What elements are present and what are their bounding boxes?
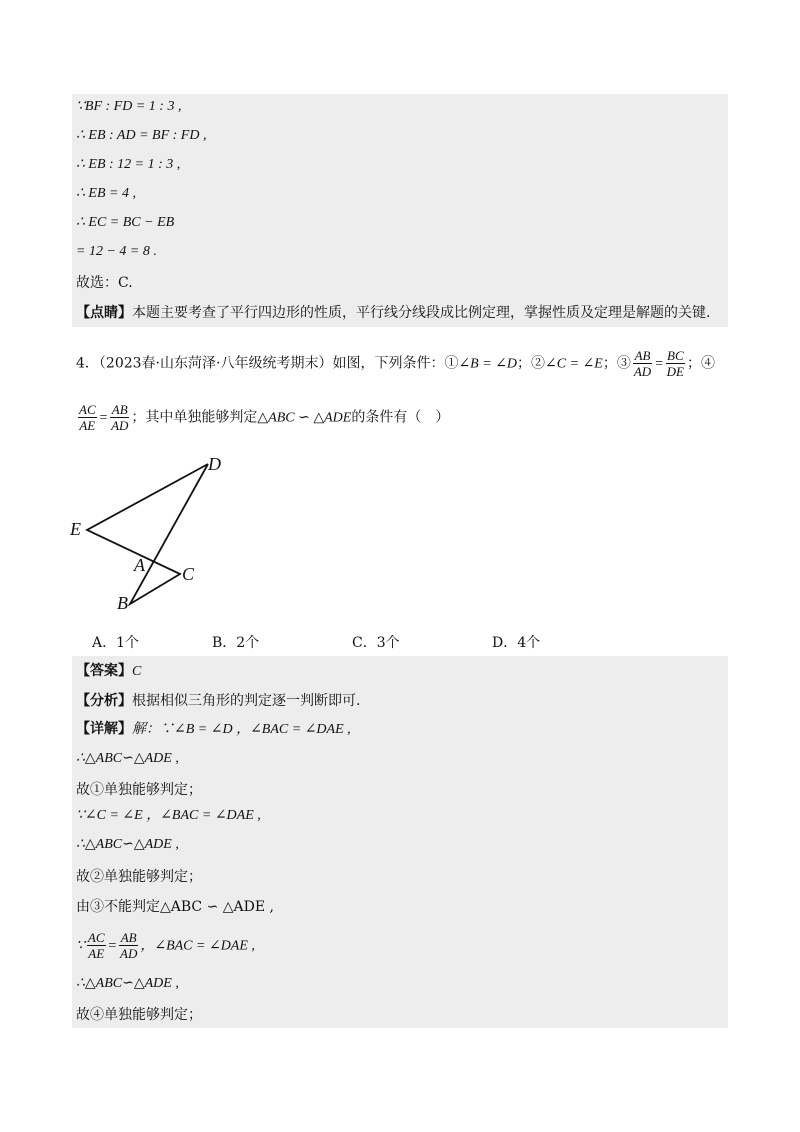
label-c: C (182, 564, 195, 584)
analysis-text: 根据相似三角形的判定逐一判断即可. (132, 693, 361, 709)
detail-line-8 (76, 930, 255, 961)
detail-tag: 【详解】 (76, 721, 132, 737)
solution-choice-line: 故选：C. (76, 275, 133, 291)
question-tail-2: 的条件有（ ） (351, 409, 450, 426)
detail-fraction-right: $\frac{AB}{AD}$ (120, 930, 138, 961)
note-line (76, 302, 710, 324)
solution-line-4: ∴ EB = 4 , (76, 186, 136, 201)
option-a: A．1个 (92, 635, 140, 651)
separator-1: ；② (517, 355, 546, 372)
question-source: （2023春·山东菏泽·八年级统考期末） (98, 355, 333, 372)
question-line-2 (76, 402, 449, 433)
solution-line-5: ∴ EC = BC − EB (76, 215, 175, 230)
detail-equals: = (107, 938, 117, 954)
note-tag: 【点睛】 (76, 305, 132, 321)
separator-3: ；④ (686, 355, 715, 372)
separator-2: ；③ (602, 355, 631, 372)
detail-line-10: 故④单独能够判定； (76, 1007, 202, 1023)
question-tail-1: ；其中单独能够判定 (131, 409, 258, 426)
label-d: D (208, 454, 221, 474)
detail-line-4: ∵∠C = ∠E ，∠BAC = ∠DAE , (76, 808, 261, 823)
condition-3-fraction-right: $\frac{BC}{DE}$ (666, 348, 684, 379)
solution-line-3: ∴ EB : 12 = 1 : 3 , (76, 157, 181, 172)
detail-line-1 (76, 718, 351, 741)
answer-line (76, 660, 141, 683)
condition-3-equals: = (654, 356, 664, 372)
option-b: B．2个 (212, 635, 260, 651)
question-line-1 (76, 348, 715, 379)
detail-line-7: 由③不能判定△ABC ∽ △ADE , (76, 899, 274, 915)
condition-3-fraction-left: $\frac{AB}{AD}$ (633, 348, 652, 379)
option-c: C．3个 (352, 635, 400, 651)
condition-1: ∠B = ∠D (458, 356, 518, 372)
analysis-tag: 【分析】 (76, 693, 132, 709)
detail-angle-condition: ，∠BAC = ∠DAE , (140, 938, 255, 954)
similarity-statement: △ABC ∽ △ADE (257, 410, 352, 426)
triangle-figure (60, 448, 260, 618)
condition-4-equals: = (98, 410, 109, 426)
note-text: 本题主要考查了平行四边形的性质，平行线分线段成比例定理，掌握性质及定理是解题的关键. (132, 305, 711, 321)
condition-4-fraction-left: $\frac{AC}{AE}$ (79, 402, 96, 433)
answer-value: C (132, 664, 142, 679)
because-symbol: ∵ (76, 938, 85, 954)
detail-fraction-left: $\frac{AC}{AE}$ (87, 930, 105, 961)
option-d: D．4个 (492, 635, 541, 651)
detail-line-2: ∴△ABC∽△ADE , (76, 751, 179, 766)
question-stem: 如图，下列条件：① (332, 355, 459, 372)
analysis-line (76, 690, 360, 712)
question-number: 4． (76, 355, 99, 372)
label-b: B (117, 593, 128, 613)
detail-line-5: ∴△ABC∽△ADE , (76, 837, 179, 852)
detail-line-9: ∴△ABC∽△ADE , (76, 976, 179, 991)
solution-line-1: ∵BF : FD = 1 : 3 , (76, 99, 182, 114)
condition-2: ∠C = ∠E (545, 356, 603, 372)
solution-line-2: ∴ EB : AD = BF : FD , (76, 128, 207, 143)
label-a: A (134, 555, 145, 575)
condition-4-fraction-right: $\frac{AB}{AD}$ (111, 402, 129, 433)
answer-tag: 【答案】 (76, 663, 132, 679)
detail-line-3: 故①单独能够判定； (76, 782, 202, 798)
detail-line-6: 故②单独能够判定； (76, 869, 202, 885)
detail-text: 解：∵∠B = ∠D ，∠BAC = ∠DAE , (132, 722, 351, 737)
solution-line-6: = 12 − 4 = 8 . (76, 244, 157, 259)
label-e: E (70, 519, 81, 539)
